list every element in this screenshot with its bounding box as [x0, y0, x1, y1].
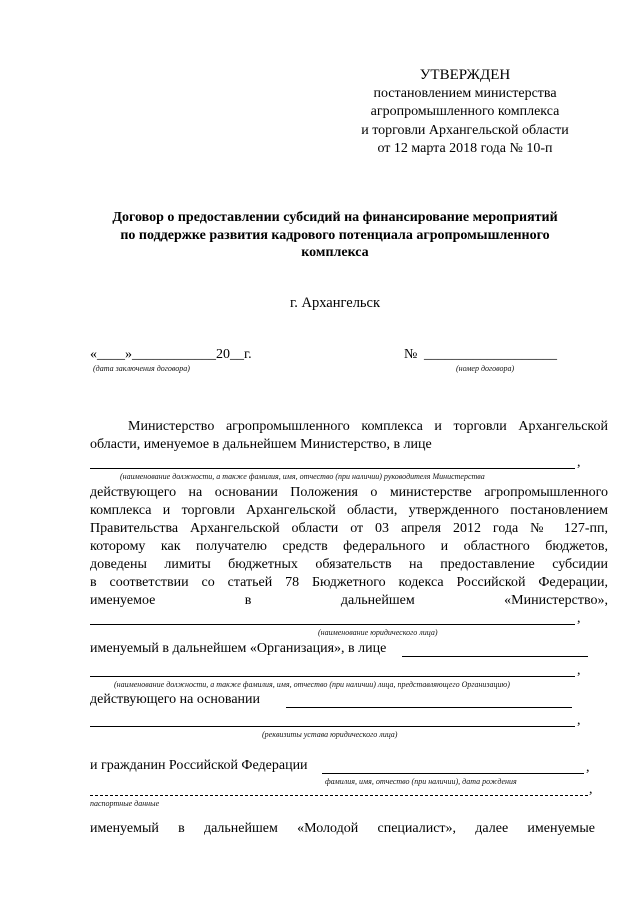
paragraph-text: комплекса и торговли Архангельской области, утвержденного постановлением [90, 503, 608, 518]
number-caption: (номер договора) [456, 364, 515, 373]
blank-line-basis[interactable] [286, 707, 572, 708]
blank-line-org[interactable] [90, 624, 575, 625]
paragraph-text: области, именуемое в дальнейшем Министерство, в лице [90, 437, 432, 452]
approval-heading: УТВЕРЖДЕН [419, 67, 511, 83]
paragraph-text: Правительства Архангельской области от 03 апреля 2012 года № 127-пп, [90, 521, 608, 536]
title-line: Договор о предоставлении субсидий на финансирование мероприятий [112, 210, 558, 225]
approval-line: постановлением министерства [373, 85, 557, 101]
head-caption: (наименование должности, а также фамилия, имя, отчество (при наличии) руководителя Министерства [120, 472, 485, 481]
approval-line: и торговли Архангельской области [361, 122, 569, 138]
title-line: по поддержке развития кадрового потенциала агропромышленного [120, 227, 550, 243]
blank-line-org-rep-2[interactable] [90, 676, 575, 677]
number-field[interactable]: ___________________ [424, 347, 557, 362]
comma: , [586, 760, 590, 775]
paragraph-text: в соответствии со статьей 78 Бюджетного кодекса Российской Федерации, [90, 575, 608, 590]
blank-line-org-rep[interactable] [402, 656, 588, 657]
number-symbol: № [404, 347, 418, 362]
paragraph-text: Министерство агропромышленного комплекса и торговли Архангельской [128, 419, 608, 434]
paragraph-text: действующего на основании [90, 692, 261, 707]
comma: , [577, 611, 581, 626]
comma: , [577, 663, 581, 678]
blank-line-basis-2[interactable] [90, 726, 575, 727]
approval-line: от 12 марта 2018 года № 10-п [377, 141, 553, 156]
paragraph-text: именуемое в дальнейшем «Министерство», [90, 593, 608, 608]
blank-line-head[interactable] [90, 468, 575, 469]
org-caption: (наименование юридического лица) [318, 628, 438, 637]
paragraph-text: которому как получателю средств федерального и областного бюджетов, [90, 539, 608, 554]
charter-caption: (реквизиты устава юридического лица) [262, 730, 398, 739]
date-caption: (дата заключения договора) [93, 364, 190, 373]
org-rep-caption: (наименование должности, а также фамилия, имя, отчество (при наличии) лица, представляющего Организацию) [114, 680, 510, 689]
comma: , [577, 455, 581, 470]
city-name: г. Архангельск [289, 295, 381, 311]
blank-line-citizen[interactable] [322, 773, 584, 774]
comma: , [589, 782, 593, 797]
title-line: комплекса [301, 245, 369, 260]
approval-block [340, 66, 590, 159]
paragraph-text: именуемый в дальнейшем «Организация», в лице [90, 641, 387, 656]
passport-caption: паспортные данные [90, 799, 160, 808]
paragraph-text: действующего на основании Положения о министерстве агропромышленного [90, 485, 608, 500]
paragraph-text: доведены лимиты бюджетных обязательств на предоставление субсидии [90, 557, 608, 572]
paragraph-text: и гражданин Российской Федерации [90, 758, 308, 773]
date-field[interactable]: «____»____________20__г. [90, 347, 252, 362]
approval-line: агропромышленного комплекса [370, 104, 560, 119]
document-title [90, 209, 580, 262]
blank-line-passport[interactable] [90, 795, 588, 796]
citizen-caption: фамилия, имя, отчество (при наличии), дата рождения [325, 777, 517, 786]
comma: , [577, 713, 581, 728]
paragraph-text: именуемый в дальнейшем «Молодой специалист», далее именуемые [90, 821, 595, 836]
